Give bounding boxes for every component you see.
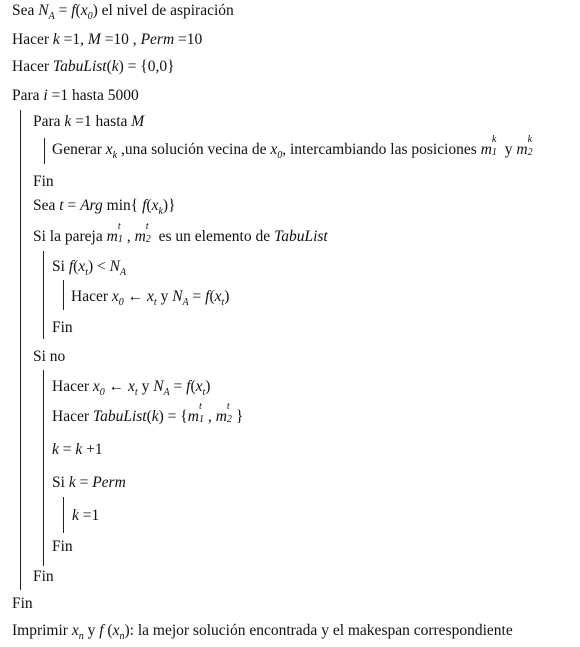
algorithm-line-3: Hacer TabuList(k) = {0,0} <box>12 58 175 75</box>
algorithm-line-10: Si $f(x_t) < N_A$ <box>52 258 127 278</box>
block-bar-si-k <box>63 497 64 533</box>
algorithm-line-19: Fin <box>52 538 73 555</box>
algorithm-line-1: Sea $N_A = f(x_0)$ el nivel de aspiración <box>12 2 234 22</box>
algorithm-line-11: Hacer $x_0$ ← $x_t$ y $N_A = f(x_t)$ <box>71 288 230 308</box>
algorithm-line-13: Si no <box>33 348 66 365</box>
block-bar-si-f <box>63 280 64 310</box>
algorithm-line-2: Hacer k =1, M =10 , Perm =10 <box>12 31 203 48</box>
block-bar-si-no <box>43 370 44 566</box>
algorithm-line-22: Imprimir $x_n$ y f $(x_n)$: la mejor solución encontrada y el makespan correspondiente <box>12 622 513 642</box>
algorithm-line-6: Generar $x_k$ ,una solución vecina de $x_0$, intercambiando las posiciones m k 1 y m k 2 <box>52 134 533 161</box>
algorithm-line-16: k = k +1 <box>52 441 103 458</box>
algorithm-line-20: Fin <box>33 568 54 585</box>
block-bar-si-pareja <box>43 251 44 339</box>
block-bar-para-k <box>44 138 45 164</box>
algorithm-line-14: Hacer $x_0$ ← $x_t$ y $N_A = f(x_t)$ <box>52 378 211 398</box>
algorithm-line-7: Fin <box>33 173 54 190</box>
algorithm-line-4: Para i =1 hasta 5000 <box>12 87 139 104</box>
algorithm-line-9: Si la pareja m t 1 , m t 2 es un elemento de TabuList <box>33 221 328 245</box>
algorithm-line-18: k =1 <box>72 507 100 524</box>
algorithm-line-5: Para k =1 hasta M <box>33 113 145 130</box>
algorithm-line-17: Si k = Perm <box>52 474 126 491</box>
algorithm-line-8: Sea t = Arg min{ $f(x_k)$} <box>33 197 176 217</box>
block-bar-para-i <box>20 110 21 590</box>
algorithm-line-12: Fin <box>52 319 73 336</box>
algorithm-line-15: Hacer TabuList(k) = {m t 1 , m t 2 } <box>52 401 244 425</box>
algorithm-line-21: Fin <box>12 595 33 612</box>
